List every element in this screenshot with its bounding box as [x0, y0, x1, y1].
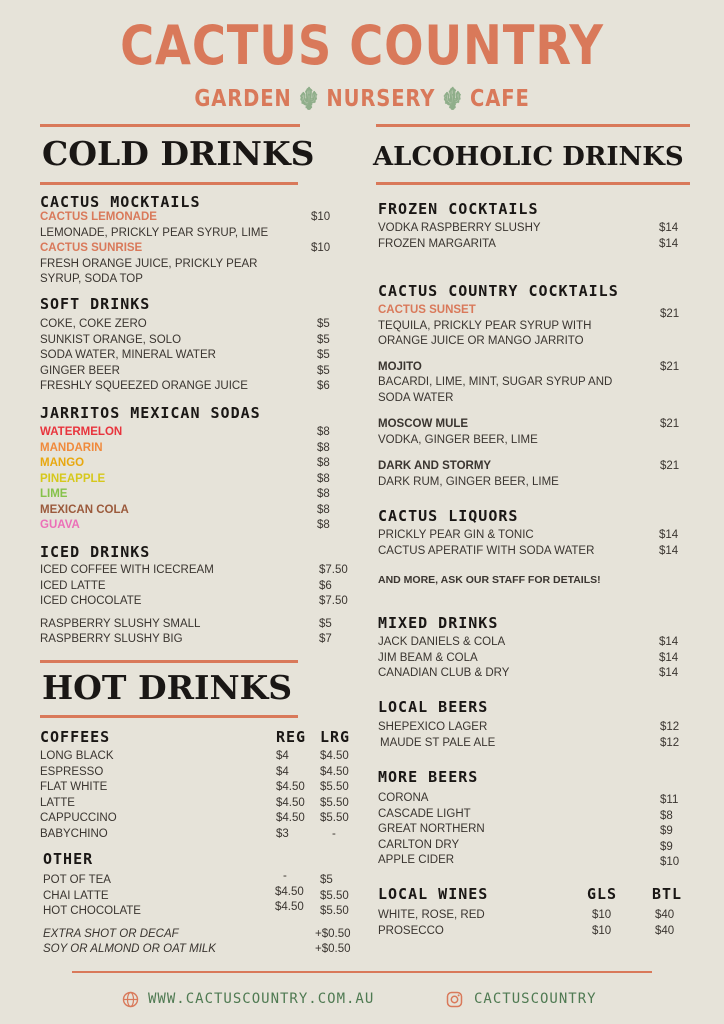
- list-item: CACTUS LEMONADE $10: [40, 211, 331, 223]
- list-item: ESPRESSO $4 $4.50: [40, 765, 349, 778]
- item-desc: VODKA, GINGER BEER, LIME: [378, 433, 538, 446]
- list-item: EXTRA SHOT OR DECAF +$0.50: [43, 927, 351, 940]
- list-item: VODKA RASPBERRY SLUSHY $14: [378, 222, 679, 234]
- list-item: CARLTON DRY $9: [378, 838, 673, 853]
- cocktails-heading: CACTUS COUNTRY COCKTAILS: [378, 282, 619, 300]
- list-item: PROSECCO $10 $40: [378, 924, 675, 937]
- list-item: GREAT NORTHERN $9: [378, 823, 673, 837]
- local-wines-heading: LOCAL WINES: [378, 885, 489, 903]
- hot-drinks-title: HOT DRINKS: [42, 668, 293, 707]
- list-item: CACTUS APERATIF WITH SODA WATER $14: [378, 544, 679, 557]
- list-item: MANDARIN $8: [40, 441, 330, 454]
- footer-divider: [72, 971, 652, 973]
- local-beers-list: [378, 720, 698, 751]
- soft-drinks-heading: SOFT DRINKS: [40, 295, 151, 313]
- divider: [40, 660, 298, 663]
- local-beers-heading: LOCAL BEERS: [378, 698, 489, 716]
- soft-drinks-list: [40, 317, 340, 395]
- list-item: APPLE CIDER $10: [378, 854, 680, 868]
- brand-subtitle: [54, 84, 669, 115]
- list-item: HOT CHOCOLATE $4.50 $5.50: [43, 901, 349, 917]
- item-desc: LEMONADE, PRICKLY PEAR SYRUP, LIME: [40, 226, 269, 239]
- reg-heading: REG: [276, 728, 307, 746]
- mixed-list: [378, 635, 698, 682]
- list-item: ICED COFFEE WITH ICECREAM $7.50: [40, 564, 348, 576]
- gls-heading: GLS: [587, 885, 618, 903]
- btl-heading: BTL: [652, 885, 683, 903]
- divider: [40, 182, 298, 185]
- coffees-heading: COFFEES: [40, 728, 111, 746]
- list-item: MOJITO $21: [378, 360, 680, 373]
- list-item: LONG BLACK $4 $4.50: [40, 750, 349, 762]
- list-item: COKE, COKE ZERO $5: [40, 318, 330, 330]
- mixed-heading: MIXED DRINKS: [378, 614, 499, 632]
- list-item: SHEPEXICO LAGER $12: [378, 721, 680, 733]
- item-desc: DARK RUM, GINGER BEER, LIME: [378, 475, 559, 488]
- alcoholic-drinks-title: ALCOHOLIC DRINKS: [373, 142, 684, 172]
- list-item: LIME $8: [40, 488, 330, 500]
- divider: [40, 715, 298, 718]
- instagram-icon: [446, 991, 463, 1008]
- list-item: PRICKLY PEAR GIN & TONIC $14: [378, 529, 679, 541]
- cactus-icon: 🌵︎: [296, 87, 322, 112]
- list-item: JACK DANIELS & COLA $14: [378, 636, 679, 648]
- item-desc: SODA WATER: [378, 391, 454, 404]
- list-item: WHITE, ROSE, RED $10 $40: [378, 909, 675, 921]
- list-item: SODA WATER, MINERAL WATER $5: [40, 349, 330, 361]
- cold-drinks-title: COLD DRINKS: [42, 134, 315, 173]
- list-item: PINEAPPLE $8: [40, 472, 330, 485]
- staff-note: AND MORE, ASK OUR STAFF FOR DETAILS!: [378, 574, 601, 586]
- subtitle-nursery: NURSERY: [326, 86, 436, 112]
- list-item: RASPBERRY SLUSHY SMALL $5: [40, 617, 332, 630]
- divider: [40, 124, 300, 127]
- more-beers-list: [378, 791, 698, 869]
- list-item: MANGO $8: [40, 457, 330, 469]
- list-item: SUNKIST ORANGE, SOLO $5: [40, 333, 330, 346]
- list-item: SOY OR ALMOND OR OAT MILK +$0.50: [43, 943, 351, 955]
- lrg-heading: LRG: [320, 728, 351, 746]
- list-item: CACTUS SUNRISE $10: [40, 242, 331, 254]
- iced-drinks-heading: ICED DRINKS: [40, 543, 151, 561]
- globe-icon: [122, 991, 139, 1008]
- list-item: CASCADE LIGHT $8: [378, 807, 673, 822]
- list-item: FLAT WHITE $4.50 $5.50: [40, 781, 349, 793]
- list-item: FRESHLY SQUEEZED ORANGE JUICE $6: [40, 380, 330, 392]
- liquors-heading: CACTUS LIQUORS: [378, 507, 519, 525]
- list-item: POT OF TEA - $5: [43, 870, 333, 886]
- list-item: GUAVA $8: [40, 519, 330, 531]
- list-item: BABYCHINO $3 -: [40, 827, 336, 840]
- list-item: GINGER BEER $5: [40, 364, 330, 377]
- coffees-list: [40, 749, 360, 842]
- social-handle-link[interactable]: CACTUSCOUNTRY: [474, 991, 597, 1007]
- list-item: CANADIAN CLUB & DRY $14: [378, 667, 679, 679]
- divider: [376, 124, 690, 127]
- list-item: MAUDE ST PALE ALE $12: [380, 736, 680, 749]
- jarritos-heading: JARRITOS MEXICAN SODAS: [40, 404, 261, 422]
- divider: [376, 182, 690, 185]
- item-desc: BACARDI, LIME, MINT, SUGAR SYRUP AND: [378, 376, 613, 388]
- list-item: MEXICAN COLA $8: [40, 503, 330, 516]
- iced-drinks-list: [40, 563, 360, 648]
- cocktails-list: [378, 303, 698, 490]
- more-beers-heading: MORE BEERS: [378, 768, 479, 786]
- mocktails-heading: CACTUS MOCKTAILS: [40, 193, 201, 211]
- list-item: JIM BEAM & COLA $14: [378, 651, 679, 664]
- list-item: MOSCOW MULE $21: [378, 418, 680, 430]
- liquors-list: [378, 528, 698, 589]
- website-link[interactable]: WWW.CACTUSCOUNTRY.COM.AU: [148, 991, 375, 1007]
- subtitle-cafe: CAFE: [470, 86, 530, 112]
- item-desc: TEQUILA, PRICKLY PEAR SYRUP WITH: [378, 319, 592, 332]
- list-item: CHAI LATTE $4.50 $5.50: [43, 885, 349, 902]
- item-desc: SYRUP, SODA TOP: [40, 273, 143, 285]
- list-item: ICED LATTE $6: [40, 579, 332, 592]
- list-item: LATTE $4.50 $5.50: [40, 796, 349, 809]
- item-desc: FRESH ORANGE JUICE, PRICKLY PEAR: [40, 257, 258, 270]
- other-heading: OTHER: [43, 850, 94, 868]
- frozen-list: [378, 221, 698, 252]
- list-item: DARK AND STORMY $21: [378, 460, 680, 472]
- item-desc: ORANGE JUICE OR MANGO JARRITO: [378, 335, 584, 347]
- cactus-icon: 🌵︎: [440, 87, 465, 112]
- brand-title: CACTUS COUNTRY: [120, 14, 604, 77]
- list-item: WATERMELON $8: [40, 426, 330, 438]
- list-item: CACTUS SUNSET $21: [378, 304, 680, 320]
- list-item: FROZEN MARGARITA $14: [378, 237, 679, 250]
- list-item: RASPBERRY SLUSHY BIG $7: [40, 633, 332, 645]
- wines-list: [378, 908, 698, 939]
- list-item: CORONA $11: [378, 792, 679, 806]
- frozen-heading: FROZEN COCKTAILS: [378, 200, 539, 218]
- jarritos-list: [40, 425, 340, 534]
- list-item: ICED CHOCOLATE $7.50: [40, 595, 348, 607]
- mocktails-list: [40, 210, 340, 288]
- list-item: CAPPUCCINO $4.50 $5.50: [40, 812, 349, 824]
- other-list: [43, 870, 363, 958]
- subtitle-garden: GARDEN: [194, 86, 292, 112]
